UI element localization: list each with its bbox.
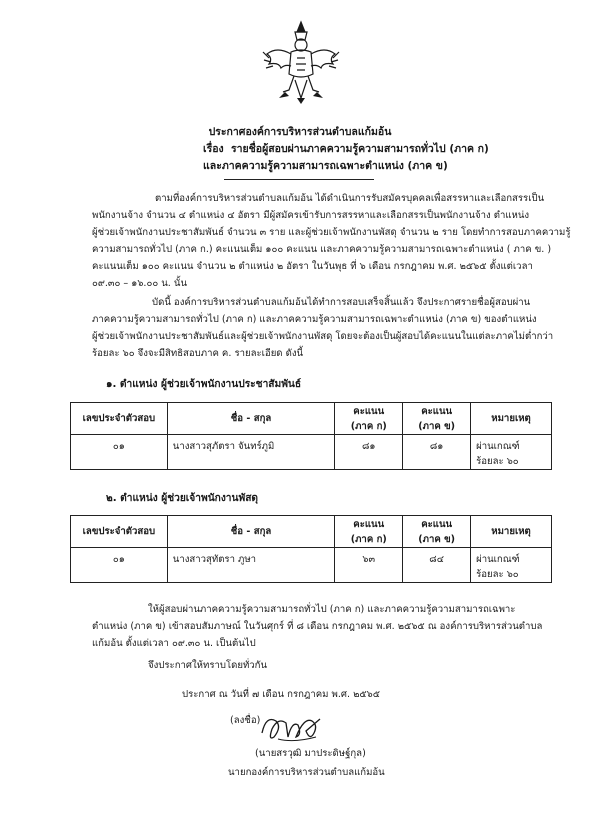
cell-exam-id: ๐๑ <box>71 548 168 583</box>
signatory-position: นายกองค์การบริหารส่วนตำบลแก้มอ้น <box>228 767 385 778</box>
cell-exam-id: ๐๑ <box>71 435 168 470</box>
header-remark: หมายเหตุ <box>471 516 552 548</box>
paragraph-line: แก้มอ้น ตั้งแต่เวลา ๐๙.๓๐ น. เป็นต้นไป <box>92 638 256 649</box>
cell-name: นางสาวสุทัตรา ภูษา <box>167 548 335 583</box>
paragraph-line: ตำแหน่ง (ภาค ข) เข้าสอบสัมภาษณ์ ในวันศุกร์ ที่ ๘ เดือน กรกฎาคม พ.ศ. ๒๕๖๕ ณ องค์การบริหารส่วนตำบล <box>92 621 543 632</box>
cell-score-a: ๘๑ <box>335 435 403 470</box>
subject-label: เรื่อง <box>203 143 224 155</box>
header-score-a: คะแนน (ภาค ก) <box>335 403 403 435</box>
paragraph-line: ความสามารถทั่วไป (ภาค ก.) คะแนนเต็ม ๑๐๐ คะแนน และภาคความรู้ความสามารถเฉพาะตำแหน่ง ( ภาค ข. ) <box>92 244 552 255</box>
subject-line-2: และภาคความรู้ความสามารถเฉพาะตำแหน่ง (ภาค ข) <box>203 160 448 172</box>
header-exam-id: เลขประจำตัวสอบ <box>71 403 168 435</box>
header-score-b: คะแนน (ภาค ข) <box>403 516 471 548</box>
header-score-b: คะแนน (ภาค ข) <box>403 403 471 435</box>
header-exam-id: เลขประจำตัวสอบ <box>71 516 168 548</box>
paragraph-line: ให้ผู้สอบผ่านภาคความรู้ความสามารถทั่วไป (ภาค ก) และภาคความรู้ความสามารถเฉพาะ <box>148 604 516 615</box>
cell-score-b: ๘๑ <box>403 435 471 470</box>
section-2-title: ๒. ตำแหน่ง ผู้ช่วยเจ้าพนักงานพัสดุ <box>106 493 259 504</box>
header-remark: หมายเหตุ <box>471 403 552 435</box>
results-table-section-1 <box>70 402 552 470</box>
header-score-a: คะแนน (ภาค ก) <box>335 516 403 548</box>
paragraph-line: บัดนี้ องค์การบริหารส่วนตำบลแก้มอ้นได้ทำการสอบเสร็จสิ้นแล้ว จึงประกาศรายชื่อผู้สอบผ่าน <box>152 297 531 308</box>
garuda-emblem-icon <box>261 18 341 104</box>
cell-remark: ผ่านเกณฑ์ ร้อยละ ๖๐ <box>471 548 552 583</box>
results-table-section-2 <box>70 515 552 583</box>
cell-remark: ผ่านเกณฑ์ ร้อยละ ๖๐ <box>471 435 552 470</box>
header-name: ชื่อ - สกุล <box>167 403 335 435</box>
cell-score-b: ๘๔ <box>403 548 471 583</box>
signatory-name: (นายสรวุฒิ มาประดิษฐ์กุล) <box>255 748 366 759</box>
closing-line: จึงประกาศให้ทราบโดยทั่วกัน <box>148 660 268 671</box>
header-name: ชื่อ - สกุล <box>167 516 335 548</box>
document-title: ประกาศองค์การบริหารส่วนตำบลแก้มอ้น <box>208 126 392 138</box>
paragraph-line: พนักงานจ้าง จำนวน ๔ ตำแหน่ง ๔ อัตรา มีผู้สมัครเข้ารับการสรรหาและเลือกสรรเป็นพนักงานจ้าง ตำแหน่ง <box>92 210 530 221</box>
announce-date: ประกาศ ณ วันที่ ๗ เดือน กรกฎาคม พ.ศ. ๒๕๖๕ <box>182 689 381 700</box>
paragraph-line: ตามที่องค์การบริหารส่วนตำบลแก้มอ้น ได้ดำเนินการรับสมัครบุคคลเพื่อสรรหาและเลือกสรรเป็น <box>155 193 545 204</box>
paragraph-line: ๐๙.๓๐ – ๑๖.๐๐ น. นั้น <box>92 278 188 289</box>
table-row <box>71 435 552 470</box>
cell-name: นางสาวสุภัตรา จันทร์ภูมิ <box>167 435 335 470</box>
paragraph-line: ผู้ช่วยเจ้าพนักงานประชาสัมพันธ์ จำนวน ๓ ราย และผู้ช่วยเจ้าพนักงานพัสดุ จำนวน ๒ ราย โดยทำการสอบภาคความรู้ <box>92 227 571 238</box>
subject-line-1: รายชื่อผู้สอบผ่านภาคความรู้ความสามารถทั่วไป (ภาค ก) <box>230 143 489 155</box>
section-1-title: ๑. ตำแหน่ง ผู้ช่วยเจ้าพนักงานประชาสัมพันธ์ <box>106 379 302 390</box>
cell-score-a: ๖๓ <box>335 548 403 583</box>
table-header-row <box>71 403 552 435</box>
handwritten-signature-icon <box>258 707 328 747</box>
document-subject <box>203 142 489 156</box>
paragraph-line: ภาคความรู้ความสามารถทั่วไป (ภาค ก) และภาคความรู้ความสามารถเฉพาะตำแหน่ง (ภาค ข) ของตำแหน่ง <box>92 314 537 325</box>
table-row <box>71 548 552 583</box>
signature-label: (ลงชื่อ) <box>230 715 261 726</box>
paragraph-line: ร้อยละ ๖๐ จึงจะมีสิทธิสอบภาค ค. รายละเอียด ดังนี้ <box>92 348 304 359</box>
paragraph-line: คะแนนเต็ม ๑๐๐ คะแนน จำนวน ๒ ตำแหน่ง ๒ อัตรา ในวันพุธ ที่ ๖ เดือน กรกฎาคม พ.ศ. ๒๕๖๕ ตั้งแต่เวลา <box>92 261 533 272</box>
header-divider <box>224 179 374 180</box>
paragraph-line: ผู้ช่วยเจ้าพนักงานประชาสัมพันธ์และผู้ช่วยเจ้าพนักงานพัสดุ โดยจะต้องเป็นผู้สอบได้คะแนนในแต่ละภาคไม่ต่ำกว่า <box>92 331 554 342</box>
table-header-row <box>71 516 552 548</box>
